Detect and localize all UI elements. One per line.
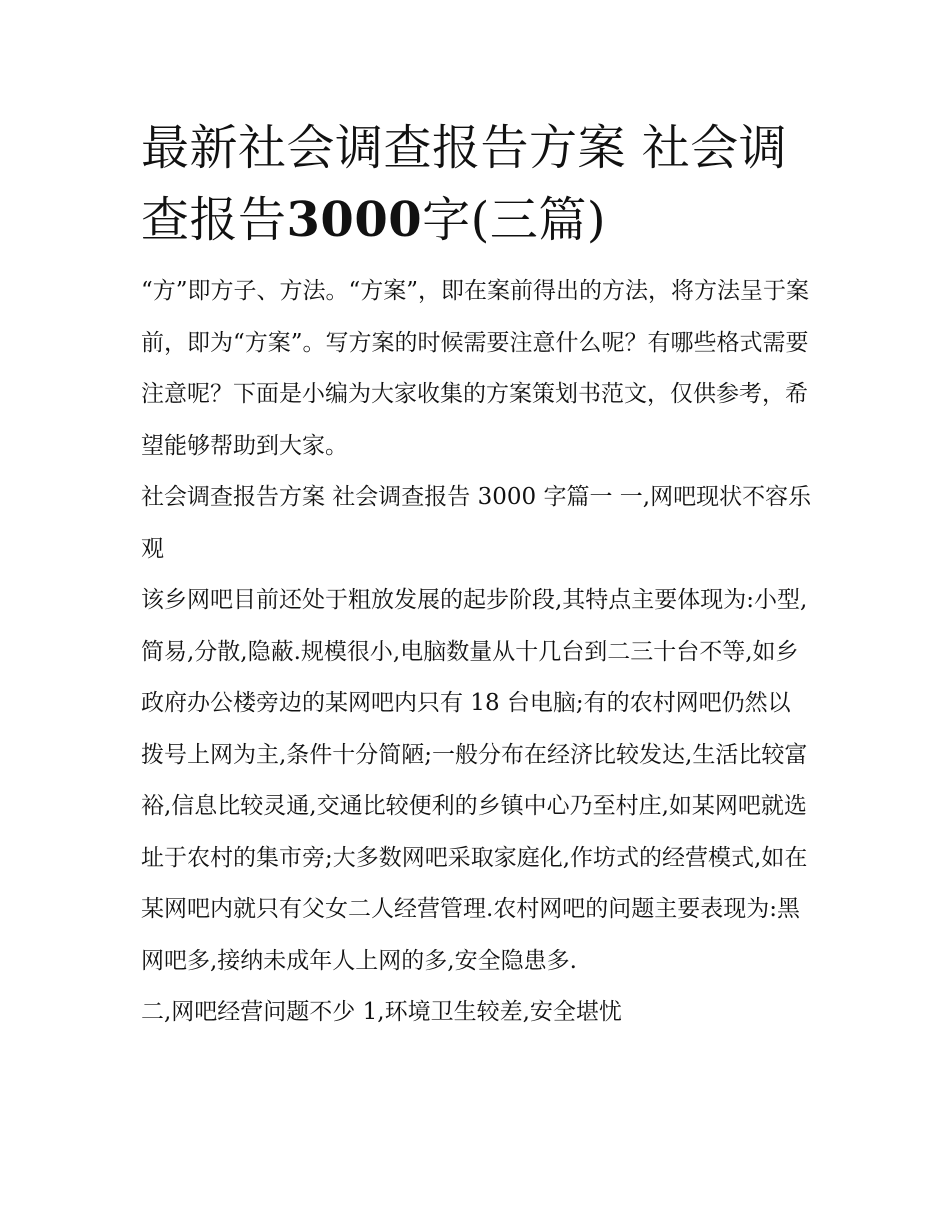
document-page — [141, 112, 813, 1039]
document-title — [141, 112, 813, 256]
section-heading-paragraph: 社会调查报告方案 社会调查报告 3000 字篇一 一,网吧现状不容乐观 — [141, 484, 812, 562]
body-paragraph: 该乡网吧目前还处于粗放发展的起步阶段,其特点主要体现为:小型,简易,分散,隐蔽.规模很小,电脑数量从十几台到二三十台不等,如乡政府办公楼旁边的某网吧内只有 18 台电脑;有的农村网吧仍然以拨号上网为主,条件十分简陋;一般分布在经济比较发达,生活比较富裕,信息比较灵通,交通比较便利的乡镇中心乃至村庄,如某网吧就选址于农村的集市旁;大多数网吧采取家庭化,作坊式的经营模式,如在某网吧内就只有父女二人经营管理.农村网吧的问题主要表现为:黑网吧多,接纳未成年人上网的多,安全隐患多. — [141, 587, 808, 974]
title-text-part1: 最新社会调查报告方案 社会调查报告 — [141, 120, 788, 248]
title-number: 3000 — [286, 192, 423, 248]
title-text-part2: 字(三篇) — [422, 192, 607, 248]
intro-paragraph: “方”即方子、方法。“方案”，即在案前得出的方法，将方法呈于案前，即为“方案”。写方案的时候需要注意什么呢？有哪些格式需要注意呢？下面是小编为大家收集的方案策划书范文，仅供参考，希望能够帮助到大家。 — [141, 278, 810, 459]
subsection-paragraph: 二,网吧经营问题不少 1,环境卫生较差,安全堪忧 — [141, 999, 622, 1025]
